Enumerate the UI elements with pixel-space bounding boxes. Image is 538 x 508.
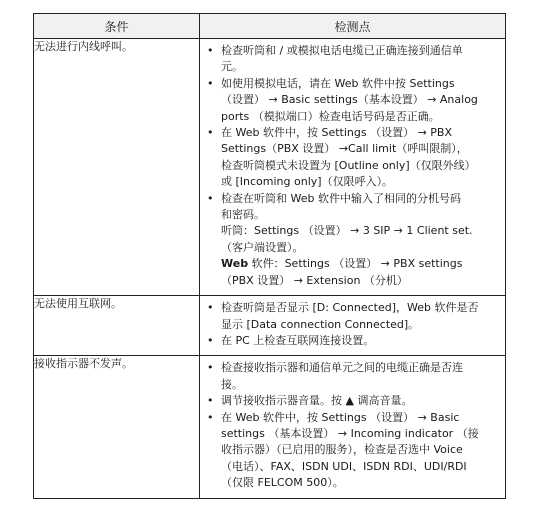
text-line: 在 PC 上检查互联网连接设置。 (221, 333, 375, 347)
text-line: 元。 (221, 60, 243, 74)
list-item (204, 76, 499, 125)
text-line: 检查听筒模式未设置为 [Outline only]（仅限外线） (221, 158, 476, 172)
text-line: （电话）、FAX、ISDN UDI、ISDN RDI、UDI/RDI (221, 459, 467, 473)
text-line: 收指示器）（已启用的服务），检查是否选中 Voice (221, 443, 463, 457)
text-line: 如使用模拟电话，请在 Web 软件中按 Settings (221, 76, 455, 90)
list-item (204, 333, 499, 349)
bullet-icon: • (207, 191, 214, 205)
text-line: 检查接收指示器和通信单元之间的电缆正确是否连 (221, 361, 463, 375)
bullet-icon: • (207, 333, 214, 347)
header-checkpoint: 检测点 (200, 14, 506, 39)
bullet-icon: • (207, 361, 214, 375)
list-item (204, 393, 499, 409)
list-item (204, 410, 499, 492)
bullet-icon: • (207, 126, 214, 140)
table-row (34, 296, 506, 356)
text-line: （PBX 设置） → Extension （分机） (221, 273, 408, 287)
checkpoint-list (200, 296, 505, 355)
text-line: settings （基本设置） → Incoming indicator （接 (221, 426, 479, 440)
list-item (204, 360, 499, 393)
text-line: 在 Web 软件中，按 Settings （设置） → Basic (221, 410, 460, 424)
text-fragment: 软件：Settings （设置） → PBX settings (248, 257, 463, 271)
bullet-icon: • (207, 394, 214, 408)
text-line: （设置） → Basic settings（基本设置） → Analog (221, 93, 478, 107)
list-item (204, 43, 499, 76)
condition-cell: 接收指示器不发声。 (34, 356, 200, 498)
text-line: 接。 (221, 377, 243, 391)
text-line: 和密码。 (221, 208, 265, 222)
bullet-icon: • (207, 301, 214, 315)
header-condition: 条件 (34, 14, 200, 39)
checkpoint-cell (200, 356, 506, 498)
list-item (204, 191, 499, 289)
bullet-icon: • (207, 410, 214, 424)
text-line: 检查在听筒和 Web 软件中输入了相同的分机号码 (221, 191, 461, 205)
text-line: ports （模拟端口）检查电话号码是否正确。 (221, 109, 440, 123)
list-item (204, 300, 499, 333)
text-line: 在 Web 软件中，按 Settings （设置） → PBX (221, 126, 453, 140)
text-line: 检查听筒是否显示 [D: Connected]，Web 软件是否 (221, 301, 479, 315)
bullet-icon: • (207, 44, 214, 57)
checkpoint-cell (200, 296, 506, 356)
table-row (34, 356, 506, 498)
table-row (34, 39, 506, 296)
text-line: 显示 [Data connection Connected]。 (221, 317, 420, 331)
checkpoint-list (200, 356, 505, 497)
text-line: Settings（PBX 设置） →Call limit（呼叫限制）， (221, 142, 468, 156)
text-line: 听筒：Settings （设置） → 3 SIP → 1 Client set. (221, 224, 473, 238)
checkpoint-list (200, 39, 505, 295)
text-line: 或 [Incoming only]（仅限呼入）。 (221, 175, 394, 189)
text-line: 调节接收指示器音量。按 ▲ 调高音量。 (221, 394, 413, 408)
text-line (221, 256, 499, 272)
header-row (34, 14, 506, 39)
checkpoint-cell (200, 39, 506, 296)
troubleshooting-table (33, 13, 506, 499)
text-line: 检查听筒和 / 或模拟电话电缆已正确连接到通信单 (221, 44, 463, 57)
condition-cell: 无法使用互联网。 (34, 296, 200, 356)
text-line: （仅限 FELCOM 500）。 (221, 476, 344, 490)
text-line: （客户端设置）。 (221, 240, 304, 254)
list-item (204, 125, 499, 191)
bold-label: Web (221, 257, 249, 271)
bullet-icon: • (207, 76, 214, 90)
condition-cell: 无法进行内线呼叫。 (34, 39, 200, 296)
